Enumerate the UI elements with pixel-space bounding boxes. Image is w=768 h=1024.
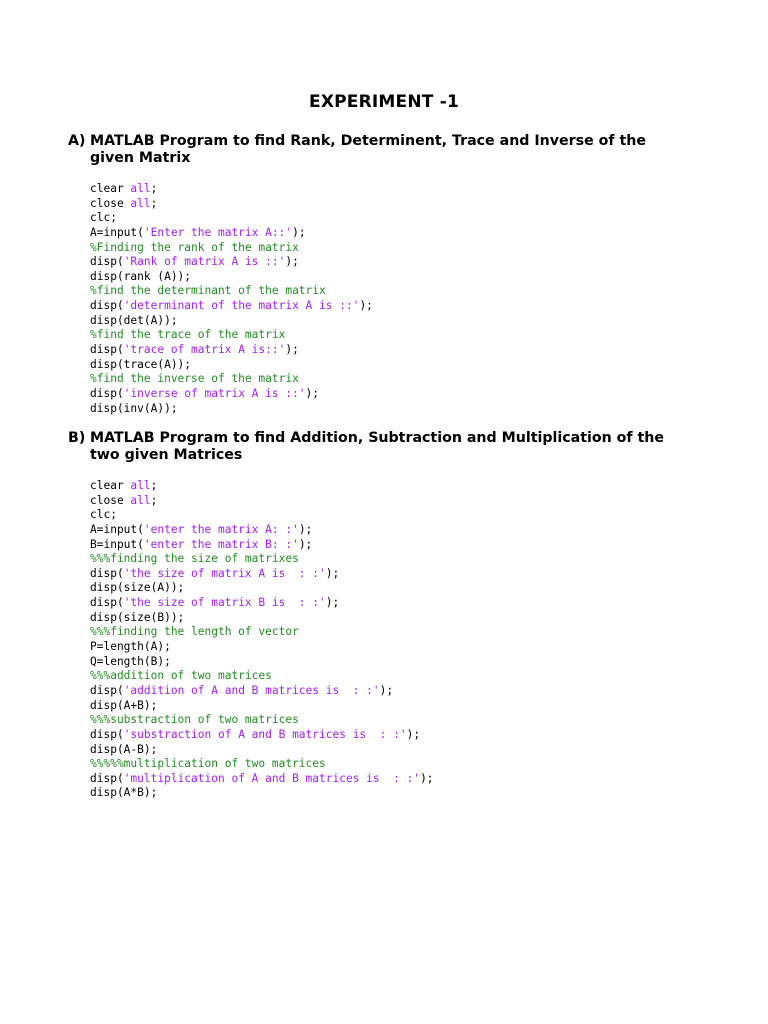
code-token-plain: ; [150,479,158,492]
code-line [90,625,434,640]
code-line [90,270,373,285]
code-token-com: %%%finding the length of vector [90,625,299,639]
code-token-kw: all [130,479,151,492]
section-a-heading [68,133,668,167]
section-a-code-block [90,182,373,416]
code-token-com: %%%addition of two matrices [90,669,272,683]
code-line [90,728,434,743]
code-line [90,284,373,299]
code-token-com: %%%substraction of two matrices [90,713,299,727]
code-token-com: %Finding the rank of the matrix [90,240,299,254]
code-token-com: %%%finding the size of matrixes [90,552,299,566]
code-line [90,611,434,626]
code-token-str: 'trace of matrix A is::' [123,343,286,357]
code-token-plain: Q=length(B); [90,654,171,668]
code-token-plain: clc; [90,211,117,225]
code-token-str: 'Rank of matrix A is ::' [123,255,286,269]
code-token-com: %find the inverse of the matrix [90,372,299,386]
code-token-plain: disp( [90,566,124,580]
code-token-str: 'addition of A and B matrices is : :' [123,683,380,697]
section-a-heading-line1: MATLAB Program to find Rank, Determinent, Trace and Inverse of the [90,133,647,149]
code-line [90,699,434,714]
code-token-plain: ); [298,522,313,536]
code-token-plain: close [90,493,131,507]
code-token-plain: ); [406,727,421,741]
code-line [90,299,373,314]
code-token-str: 'the size of matrix B is : :' [123,596,326,610]
code-token-plain: ); [285,255,299,269]
code-line [90,314,373,329]
code-line [90,713,434,728]
code-token-str: 'multiplication of A and B matrices is : :' [123,771,421,785]
code-token-plain: disp(trace(A)); [90,357,192,371]
code-line [90,596,434,611]
code-token-str: 'Enter the matrix A::' [143,225,293,239]
code-token-plain: disp( [90,727,124,741]
code-token-str: 'enter the matrix B: :' [143,537,299,551]
code-token-str: 'enter the matrix A: :' [143,522,299,536]
code-token-plain: close [90,196,131,210]
code-line [90,786,434,801]
section-a-marker: A) [68,133,86,149]
code-line [90,241,373,256]
code-line [90,226,373,241]
code-token-str: 'determinant of the matrix A is ::' [123,299,360,313]
code-line [90,211,373,226]
code-token-plain: disp( [90,255,124,269]
code-token-plain: disp(A+B); [90,698,158,712]
code-token-plain: disp( [90,683,124,697]
code-line [90,387,373,402]
code-line [90,372,373,387]
code-line [90,640,434,655]
code-token-plain: A=input( [90,522,144,536]
code-token-kw: all [130,493,151,507]
code-token-plain: disp( [90,386,124,400]
code-line [90,508,434,523]
code-token-plain: ); [379,683,394,697]
code-line [90,669,434,684]
code-line [90,552,434,567]
code-token-plain: ); [292,225,306,239]
code-token-plain: ); [285,343,299,357]
code-line [90,255,373,270]
code-token-plain: disp(A-B); [90,742,158,756]
code-token-plain: disp(rank (A)); [90,269,192,283]
section-b-heading-line1: MATLAB Program to find Addition, Subtraction and Multiplication of the [90,430,665,446]
code-token-com: %find the determinant of the matrix [90,284,326,298]
section-b-heading-line2: two given Matrices [90,447,243,463]
code-token-plain: ); [305,386,320,400]
code-line [90,197,373,212]
code-token-plain: disp(det(A)); [90,313,178,327]
code-token-str: 'substraction of A and B matrices is : :' [123,727,407,741]
code-token-plain: B=input( [90,537,144,551]
code-token-plain: clc; [90,508,117,522]
code-token-plain: disp(size(A)); [90,581,185,595]
code-token-com: %%%%%multiplication of two matrices [90,757,326,771]
code-line [90,182,373,197]
code-token-plain: disp( [90,299,124,313]
section-b-code-block [90,479,434,801]
code-token-plain: disp( [90,343,124,357]
code-token-str: 'the size of matrix A is : :' [123,566,326,580]
code-token-plain: ; [150,493,158,507]
code-line [90,523,434,538]
code-token-plain: clear [90,182,131,195]
code-line [90,402,373,417]
section-b-marker: B) [68,430,86,446]
code-token-plain: A=input( [90,225,144,239]
code-token-plain: P=length(A); [90,640,171,654]
code-line [90,358,373,373]
code-token-plain: ; [150,182,158,195]
code-line [90,567,434,582]
code-token-plain: ); [298,537,313,551]
code-token-plain: disp(size(B)); [90,610,185,624]
code-line [90,772,434,787]
code-line [90,684,434,699]
code-line [90,757,434,772]
section-a-heading-line2: given Matrix [90,150,191,166]
code-line [90,655,434,670]
code-token-plain: ); [325,596,340,610]
code-token-plain: clear [90,479,131,492]
code-token-com: %find the trace of the matrix [90,328,286,342]
code-line [90,328,373,343]
code-token-plain: ); [359,299,373,313]
section-b-heading [68,430,668,464]
code-token-plain: disp(inv(A)); [90,401,178,415]
code-line [90,479,434,494]
code-token-plain: ); [325,566,340,580]
code-line [90,581,434,596]
code-line [90,494,434,509]
code-token-kw: all [130,182,151,195]
code-token-plain: disp( [90,771,124,785]
code-token-plain: disp(A*B); [90,786,158,800]
code-token-plain: disp( [90,596,124,610]
code-token-plain: ); [420,771,434,785]
code-token-plain: ; [150,196,158,210]
code-line [90,743,434,758]
code-line [90,538,434,553]
code-token-kw: all [130,196,151,210]
code-token-str: 'inverse of matrix A is ::' [123,386,306,400]
code-line [90,343,373,358]
page-title: EXPERIMENT -1 [309,92,459,112]
